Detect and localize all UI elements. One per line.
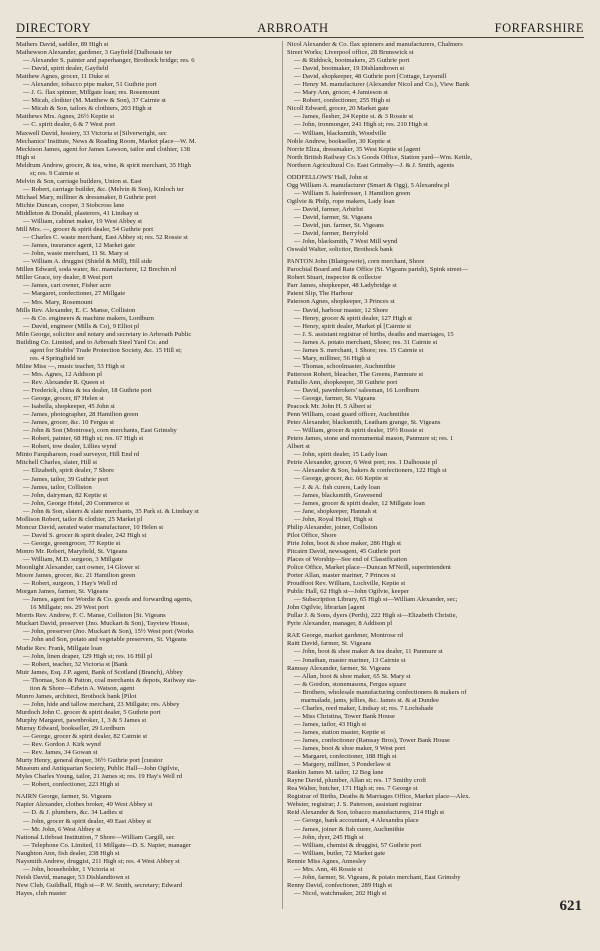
- directory-entry: Muir James, Esq. J.P. agent, Bank of Scotland (Branch), Abbey: [16, 668, 183, 676]
- directory-entry: st; res. 9 Cairnie st: [30, 169, 80, 177]
- directory-entry: — Micah, clothier (M. Matthew & Son), 37 Cairnie st: [23, 97, 166, 105]
- directory-entry: Munro James, architect, Brothock bank [Pilot: [16, 692, 137, 700]
- directory-entry: Peters James, stone and monumental mason, Panmure st; res. 1: [287, 435, 454, 443]
- directory-entry: — William S. hairdresser, 1 Hamilton green: [294, 189, 411, 197]
- directory-entry: Murray Edward, bookseller, 29 Lordburn: [16, 724, 125, 732]
- directory-entry: Mathers David, saddler, 89 High st: [16, 41, 109, 48]
- directory-entry: Mudie Rev. Frank, Millgate loan: [16, 644, 103, 652]
- directory-entry: Naughton Ann, fish dealer, 238 High st: [16, 849, 120, 857]
- directory-entry: — James, boot & shoe maker, 9 West port: [294, 745, 406, 753]
- directory-entry: — Alexander & Son, bakers & confectioners, 122 High st: [294, 467, 447, 475]
- directory-entry: Millen Edward, soda water, &c. manufacturer, 12 Brechin rd: [16, 266, 177, 274]
- directory-entry: — John and Son, potato and vegetable preservers, St. Vigeans: [23, 636, 187, 644]
- directory-entry: Muckart David, preserver (Jno. Muckart & Son), Tayview House,: [16, 620, 190, 628]
- directory-entry: — John, linen draper, 129 High st; res. 16 Hill pl: [23, 652, 153, 660]
- directory-entry: Proudfoot Rev. William, Lochville, Keptie st: [287, 580, 406, 588]
- directory-entry: New Club, Guildhall, High st—P. W. Smith, secretary; Edward: [16, 881, 183, 889]
- directory-entry: Patent Slip, The Harbour: [287, 290, 353, 298]
- directory-entry: Melvin & Son, carriage builders, Union st. East: [16, 177, 142, 185]
- directory-entry: — Telephone Co. Limited, 11 Millgate—D. S. Napier, manager: [23, 841, 191, 849]
- directory-entry: — George, farmer, St. Vigeans: [294, 395, 376, 403]
- directory-entry: — C. spirit dealer, 6 & 7 West port: [23, 121, 116, 129]
- header-rule: [16, 37, 584, 38]
- directory-entry: Places of Worship—See end of Classification: [287, 555, 408, 563]
- directory-entry: — Robert, teacher, 32 Victoria st [Bank: [23, 660, 128, 668]
- directory-entry: Pullar J. & Sons, dyers (Perth), 222 High st—Elizabeth Christie,: [287, 612, 458, 620]
- directory-entry: — David, farmer, Berryfold: [294, 230, 368, 238]
- directory-entry: — J. S. assistant registrar of births, deaths and marriages, 15: [294, 330, 454, 338]
- directory-entry: — Margaret, confectioner, 188 High st: [294, 753, 397, 761]
- directory-entry: Street Works; Liverpool office, 28 Brunswick st: [287, 49, 414, 57]
- directory-entry: — Henry, grocer & spirit dealer, 127 High st: [294, 314, 412, 322]
- directory-entry: Morgan James, farmer, St. Vigeans: [16, 588, 109, 596]
- directory-entry: Public Hall, 62 High st—John Ogilvie, keeper: [287, 588, 409, 596]
- directory-entry: — Charles C. waste merchant, East Abbey st; res. 52 Rossie st: [23, 234, 188, 242]
- directory-entry: Albert st: [287, 443, 310, 451]
- directory-entry: Peter Alexander, blacksmith, Leatham grange, St. Vigeans: [287, 419, 441, 427]
- directory-entry: — William, cabinet maker, 19 West Abbey st: [23, 218, 143, 226]
- directory-entry: Meldrum Andrew, grocer, & tea, wine, & spirit merchant, 35 High: [16, 161, 191, 169]
- directory-entry: — James, grocer, &c. 10 Fergus st: [23, 419, 114, 427]
- directory-entry: — George, bank accountant, 4 Alexandra place: [294, 817, 419, 825]
- directory-entry: — Charles, reed maker, Lindsay st; res. 7 Lochshade: [294, 704, 434, 712]
- page-number: 621: [559, 898, 582, 914]
- directory-entry: Police Office, Market place—Duncan M'Neill, superintendent: [287, 564, 451, 571]
- directory-entry: — William, grocer & spirit dealer, 19½ Rossie st: [294, 427, 424, 435]
- directory-entry: — Alexander S. painter and paperhanger, Brothock bridge; res. 6: [23, 57, 195, 65]
- directory-entry: — John, farmer, St. Vigeans, & potato merchant, East Grimsby: [294, 873, 461, 881]
- directory-entry: — Henry, spirit dealer, Market pl [Cairnie st: [294, 322, 412, 330]
- directory-entry: Pitcairn David, newsagent, 45 Guthrie port: [287, 547, 401, 555]
- directory-entry: — D. & J. plumbers, &c. 34 Ladies st: [23, 809, 123, 817]
- directory-entry: — John, boot & shoe maker & tea dealer, 11 Panmure st: [294, 648, 443, 656]
- directory-entry: Noble Andrew, bookseller, 30 Keptie st: [287, 137, 391, 145]
- directory-entry: Building Co. Limited, and to Arbroath Steel Yard Co. and: [16, 338, 169, 346]
- directory-entry: — David, spirit dealer, Gayfield: [23, 65, 109, 73]
- directory-entry: — Robert, surgeon, 1 Hay's Well rd: [23, 580, 118, 588]
- directory-entry: — David, engineer (Mills & Co), 9 Elliot pl: [23, 322, 140, 330]
- directory-entry: ODDFELLOWS' Hall, John st: [287, 173, 368, 181]
- directory-entry: Milne Miss —, music teacher, 53 High st: [16, 362, 125, 370]
- directory-entry: Murphy Margaret, pawnbroker, 1, 3 & 5 James st: [16, 716, 147, 724]
- directory-entry: — George, greengrocer, 77 Keptie st: [23, 539, 121, 547]
- directory-entry: — James, blacksmith, Gravesend: [294, 491, 383, 499]
- directory-entry: — John, blacksmith, 7 West Mill wynd: [294, 238, 398, 246]
- directory-entry: Mathewson Alexander, gardener, 3 Gayfield [Dalhousie ter: [16, 49, 172, 57]
- directory-entry: — John, ironmonger, 241 High st; res. 210 High st: [294, 121, 428, 129]
- directory-entry: — William, blacksmith, Woodville: [294, 129, 387, 137]
- directory-entry: Reid Alexander & Son, tobacco manufacturers, 214 High st: [287, 809, 445, 817]
- directory-entry: Patterson Robert, bleacher, The Greens, Panmure st: [287, 370, 424, 378]
- directory-entry: — Rev. Alexander R. Queen st: [23, 378, 105, 386]
- directory-entry: — John, dairyman, 82 Keptie st: [23, 491, 108, 499]
- directory-entry: — John, preserver (Jno. Muckart & Son), 15½ West port (Works: [23, 628, 194, 636]
- directory-entry: — J. & A. fish curers, Lady loan: [294, 483, 381, 491]
- directory-entry: Maxwell David, hosiery, 33 Victoria st [Silverwright, sec: [16, 129, 167, 137]
- directory-entry: Michael Mary, milliner & dressmaker, 8 Guthrie port: [16, 193, 157, 201]
- directory-entry: Rayne David, plumber, Allan st; res. 17 Smithy croft: [287, 777, 427, 785]
- directory-entry: — John, hide and tallow merchant, 23 Millgate; res. Abbey: [23, 700, 180, 708]
- directory-entry: Peacock Mr. John H. 5 Albert st: [287, 403, 372, 411]
- directory-entry: Pattullo Ann, shopkeeper, 30 Guthrie port: [287, 378, 398, 386]
- directory-entry: Oswald Walter, solicitor, Brothock bank: [287, 246, 393, 254]
- directory-entry: — William A. druggist (Shield & Mill), Hill side: [23, 258, 152, 266]
- right-column: [287, 41, 585, 921]
- directory-entry: — David, jun. farmer, St. Vigeans: [294, 222, 384, 230]
- directory-entry: — David, pawnbrokers' salesman, 16 Lordburn: [294, 386, 420, 394]
- directory-entry: — Frederick, china & tea dealer, 18 Guthrie port: [23, 387, 152, 395]
- directory-entry: Mills Rev. Alexander, E. C. Manse, Colliston: [16, 306, 136, 314]
- directory-entry: — James, station master, Keptie st: [294, 728, 386, 736]
- directory-entry: — Brothers, wholesale manufacturing confectioners & makers of: [294, 688, 467, 696]
- directory-entry: — Robert, confectioner, 223 High st: [23, 781, 120, 789]
- directory-entry: — John, grocer & spirit dealer, 49 East Abbey st: [23, 817, 152, 825]
- directory-entry: Hayes, club master: [16, 889, 67, 897]
- directory-entry: RAE George, market gardener, Montrose rd: [287, 632, 403, 640]
- directory-entry: — James, tailor, Colliston: [23, 483, 92, 491]
- directory-entry: Matthews Mrs. Agnes, 26½ Keptie st: [16, 113, 115, 121]
- left-column: [16, 41, 292, 921]
- directory-entry: — James, insurance agent, 12 Market gate: [23, 242, 136, 250]
- directory-entry: — James, confectioner (Ramsay Bros), Tower Bank House: [294, 736, 450, 744]
- directory-entry: — & Gordon, stonemasons, Fergus square: [294, 680, 407, 688]
- directory-entry: Rea Walter, butcher, 171 High st; res. 7 George st: [287, 785, 418, 793]
- header-center: ARBROATH: [257, 21, 329, 35]
- directory-entry: — Mrs. Mary, Rosemount: [23, 298, 93, 306]
- directory-entry: Mill Mrs. —, grocer & spirit dealer, 54 Guthrie port: [16, 226, 154, 234]
- directory-entry: — James A. potato merchant, Shore; res. 31 Cairnie st: [294, 338, 438, 346]
- directory-entry: — James S. merchant, 1 Shore; res. 15 Cairnie st: [294, 346, 424, 354]
- directory-entry: — Jane, shopkeeper, Hannah st: [294, 507, 377, 515]
- directory-entry: North British Railway Co.'s Goods Office, Station yard—Wm. Kettle,: [287, 153, 472, 161]
- directory-entry: Ogg William A. manufacturer (Smart & Ogg), 5 Alexandra pl: [287, 181, 450, 189]
- directory-entry: — David, bootmaker, 19 Dishlandtown st: [294, 65, 405, 73]
- directory-entry: Rankin James M. tailor, 12 Bog lane: [287, 769, 384, 777]
- directory-entry: Nicol Alexander & Co. flax spinners and manufacturers, Chalmers: [287, 41, 463, 48]
- directory-entry: Mechanics' Institute, News & Reading Room, Market place—W. M.: [16, 137, 197, 145]
- directory-entry: PANTON John (Blairgowrie), corn merchant, Shore: [287, 258, 425, 266]
- page-header: [16, 20, 584, 36]
- directory-entry: Pilot Office, Shore: [287, 531, 337, 539]
- directory-entry: — Jonathan, master mariner, 13 Cairnie st: [294, 656, 406, 664]
- directory-entry: — James, joiner & fish curer, Auchmithie: [294, 825, 405, 833]
- directory-entry: — David, farmer, Arbirlot: [294, 205, 364, 213]
- directory-entry: Morris Rev. Andrew, F. C. Manse, Colliston [St. Vigeans: [16, 612, 166, 620]
- directory-entry: — Alexander, tobacco pipe maker, 51 Guthrie port: [23, 81, 157, 89]
- directory-entry: — Mrs. Agnes, 12 Addison pl: [23, 370, 102, 378]
- column-divider: [282, 41, 283, 909]
- directory-entry: Neish David, manager, 53 Dishlandtown st: [16, 873, 130, 881]
- directory-entry: — John & Son (Montrose), corn merchants, East Grimsby: [23, 427, 177, 435]
- directory-entry: — George, grocer & spirit dealer, 82 Cairnie st: [23, 733, 148, 741]
- directory-entry: marmalade, jams, jellies, &c. James st. & at Dundee: [301, 696, 439, 704]
- directory-entry: — James, flesher, 24 Keptie st. & 3 Rossie st: [294, 113, 414, 121]
- directory-entry: Moore James, grocer, &c. 21 Hamilton green: [16, 572, 136, 580]
- directory-entry: Minto Farquharson, road surveyor, Hill End rd: [16, 451, 140, 459]
- directory-entry: Michie Duncan, cooper, 3 Stobcross lane: [16, 201, 125, 209]
- directory-entry: — William, butler, 72 Market gate: [294, 849, 386, 857]
- directory-entry: Middleton & Donald, plasterers, 41 Lindsay st: [16, 209, 139, 217]
- directory-entry: Ramsay Alexander, farmer, St. Vigeans: [287, 664, 391, 672]
- directory-entry: Nicoll Edward, grocer, 20 Market gate: [287, 105, 389, 113]
- directory-entry: — James, tailor, 43 High st: [294, 720, 367, 728]
- directory-entry: agent for Stubbs' Trade Protection Society, &c. 15 Hill st;: [30, 346, 182, 354]
- directory-entry: Penn William, coast guard officer, Auchmithie: [287, 411, 410, 419]
- directory-entry: — & Riddock, bootmakers, 25 Guthrie port: [294, 57, 410, 65]
- directory-entry: — Micah & Son, tailors & clothiers, 203 High st: [23, 105, 152, 113]
- directory-entry: — George, grocer, &c. 66 Keptie st: [294, 475, 388, 483]
- directory-entry: — George, grocer, 87 Helen st: [23, 395, 104, 403]
- directory-entry: Ogilvie & Philp, rope makers, Lady loan: [287, 197, 395, 205]
- directory-entry: — Miss Christina, Tower Bank House: [294, 712, 395, 720]
- directory-entry: Monro Mr. Robert, Maryfield, St. Vigeans: [16, 547, 128, 555]
- directory-entry: res. 4 Springfield ter: [30, 354, 85, 362]
- header-left: DIRECTORY: [16, 21, 92, 35]
- directory-entry: — Rev. James, 34 Gowan st: [23, 749, 98, 757]
- directory-entry: — James, cart owner, Fisher acre: [23, 282, 111, 290]
- directory-entry: Matthew Agnes, grocer, 11 Duke st: [16, 73, 110, 81]
- directory-entry: — Thomas, Son & Patton, coal merchants & depots, Railway sta-: [23, 676, 197, 684]
- directory-entry: Murty Henry, general draper, 36½ Guthrie port [curator: [16, 757, 163, 765]
- directory-entry: Paterson Agnes, shopkeeper, 3 Princes st: [287, 298, 395, 306]
- directory-entry: Museum and Antiquarian Society, Public Hall—John Ogilvie,: [16, 765, 180, 773]
- directory-entry: — David, harbour master, 12 Shore: [294, 306, 389, 314]
- directory-entry: — John, dyer, 245 High st: [294, 833, 364, 841]
- directory-entry: — Mary Ann, grocer, 4 Jamieson st: [294, 89, 388, 97]
- directory-entry: — John, Royal Hotel, High st: [294, 515, 373, 523]
- directory-entry: National Lifeboat Institution, 7 Shore—William Cargill, sec: [16, 833, 175, 841]
- directory-entry: — John & Son, slaters & slate merchants, 35 Park st. & Lindsay st: [23, 507, 199, 515]
- directory-entry: — Mr. John, 6 West Abbey st: [23, 825, 101, 833]
- directory-entry: John Ogilvie, librarian [agent: [287, 604, 365, 612]
- directory-entry: High st: [16, 153, 36, 161]
- directory-entry: — Robert, confectioner, 255 High st: [294, 97, 391, 105]
- directory-entry: — John, householder, 1 Victoria st: [23, 865, 115, 873]
- directory-entry: Webster, registrar; J. S. Paterson, assistant registrar: [287, 801, 422, 809]
- directory-entry: — Nicol, watchmaker, 202 High st: [294, 889, 387, 897]
- directory-entry: Porter Allan, master mariner, 7 Princes st: [287, 572, 396, 580]
- directory-entry: Pirie John, boot & shoe maker, 286 High st: [287, 539, 402, 547]
- directory-entry: Myles Charles Young, tailor, 21 James st; res. 19 Hay's Well rd: [16, 773, 183, 781]
- directory-entry: — Isabella, shopkeeper, 45 John st: [23, 403, 115, 411]
- directory-entry: Miln George, solicitor and notary and secretary to Arbroath Public: [16, 330, 192, 338]
- directory-entry: — James, grocer & spirit dealer, 12 Millgate loan: [294, 499, 425, 507]
- directory-entry: Miller Grace, toy dealer, 8 West port: [16, 274, 113, 282]
- directory-entry: — J. G. flax spinner, Millgate loan; res. Rosemount: [23, 89, 160, 97]
- directory-entry: NAIRN George, farmer, St. Vigeans: [16, 793, 112, 801]
- directory-entry: — David, shopkeeper, 48 Guthrie port [Cottage, Leysmill: [294, 73, 447, 81]
- directory-entry: — Margery, milliner, 3 Ponderlaw st: [294, 761, 391, 769]
- directory-entry: Murdoch John C. grocer & spirit dealer, 5 Guthrie port: [16, 708, 161, 716]
- directory-entry: — David, farmer, St. Vigeans: [294, 213, 373, 221]
- directory-entry: Philip Alexander, joiner, Colliston: [287, 523, 378, 531]
- directory-entry: Parochial Board and Rate Office (St. Vigeans parish), Spink street—: [287, 266, 468, 274]
- directory-entry: — Robert, carriage builder, &c. (Melvin & Son), Kinloch ter: [23, 185, 184, 193]
- directory-entry: — William, chemist & druggist, 57 Guthrie port: [294, 841, 422, 849]
- directory-entry: — William, M.D. surgeon, 3 Millgate: [23, 556, 123, 563]
- directory-entry: — & Co. engineers & machine makers, Lordburn: [23, 314, 154, 322]
- directory-entry: Northern Agricultural Co. East Grimsby—J. & J. Smith, agents: [287, 161, 455, 169]
- directory-entry: — Thomas, schoolmaster, Auchmithie: [294, 362, 396, 370]
- directory-entry: Meckison James, agent for James Lawson, tailor and clothier, 138: [16, 145, 191, 153]
- directory-entry: Moncur David, aerated water manufacturer, 10 Helen st: [16, 523, 164, 531]
- directory-entry: — John, waste merchant, 11 St. Mary st: [23, 250, 129, 258]
- directory-entry: tion & Shore—Edwin A. Watson, agent: [30, 684, 135, 692]
- directory-entry: Petrie Alexander, grocer, 6 West port; res. 1 Dalhousie pl: [287, 459, 438, 467]
- header-right: FORFARSHIRE: [494, 21, 584, 35]
- directory-entry: — Allan, boot & shoe maker, 65 St. Mary st: [294, 672, 411, 680]
- directory-entry: — Mary, milliner, 56 High st: [294, 354, 371, 362]
- directory-entry: Raitt David, farmer, St. Vigeans: [287, 640, 372, 648]
- directory-entry: Moonlight Alexander, cart owner, 14 Glover st: [16, 564, 140, 572]
- directory-entry: — James, agent for Wordie & Co. goods and forwarding agents,: [23, 596, 193, 604]
- directory-entry: Robert Stuart, inspector & collector: [287, 274, 382, 282]
- directory-entry: — Henry M. manufacturer (Alexander Nicol and Co.), View Bank: [294, 81, 470, 89]
- directory-entry: — John, spirit dealer, 15 Lady loan: [294, 451, 388, 459]
- directory-entry: — Robert, tow dealer, Lillies wynd: [23, 443, 117, 451]
- directory-entry: — Robert, painter, 68 High st; res. 67 High st: [23, 435, 144, 443]
- directory-entry: Renny David, confectioner, 289 High st: [287, 881, 393, 889]
- directory-entry: Mollison Robert, tailor & clothier, 25 Market pl: [16, 515, 143, 523]
- directory-entry: — Margaret, confectioner, 27 Millgate: [23, 290, 126, 298]
- directory-entry: Rennie Miss Agnes, Annesley: [287, 857, 367, 865]
- directory-entry: Parr James, shopkeeper, 48 Ladybridge st: [287, 282, 397, 290]
- directory-entry: Pyrie Alexander, manager, 8 Addison pl: [287, 620, 393, 628]
- directory-entry: Naysmith Andrew, druggist, 211 High st; res. 4 West Abbey st: [16, 857, 180, 865]
- directory-entry: Mitchell Charles, slater, Hill st: [16, 459, 98, 467]
- directory-entry: — David S. grocer & spirit dealer, 242 High st: [23, 531, 147, 539]
- directory-entry: — Subscription Library, 65 High st—William Alexander, sec;: [294, 596, 458, 604]
- directory-entry: — James, photographer, 28 Hamilton green: [23, 411, 139, 419]
- directory-entry: — Elizabeth, spirit dealer, 7 Shore: [23, 467, 115, 475]
- directory-entry: Napier Alexander, clothes broker, 49 West Abbey st: [16, 801, 153, 809]
- directory-entry: — John, George Hotel, 20 Commerce st: [23, 499, 130, 507]
- directory-entry: — Rev. Gordon J. Kirk wynd: [23, 741, 101, 749]
- directory-entry: Norrie Eliza, dressmaker, 35 West Keptie st [agent: [287, 145, 421, 153]
- directory-entry: 16 Millgate; res. 29 West port: [30, 604, 109, 612]
- directory-entry: — Mrs. Ann, 46 Rossie st: [294, 865, 363, 873]
- directory-entry: — James, tailor, 39 Guthrie port: [23, 475, 109, 483]
- directory-entry: Registrar of Births, Deaths & Marriages Office, Market place—Alex.: [287, 793, 471, 801]
